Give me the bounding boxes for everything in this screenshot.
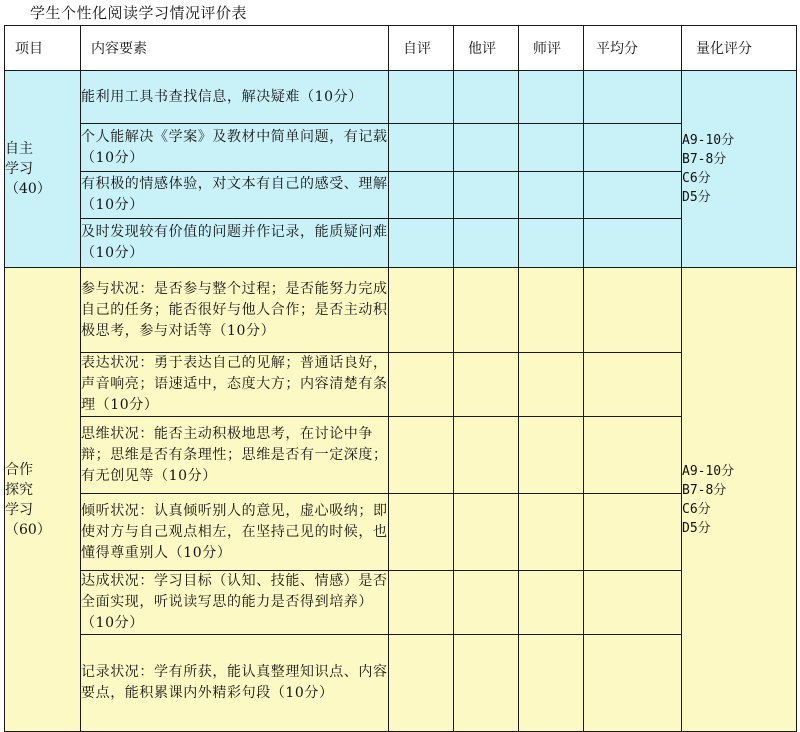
group-cooperative-learning [5, 268, 81, 732]
peer-score-cell[interactable] [454, 571, 519, 635]
criterion-text: 倾听状况：认真倾听别人的意见，虚心吸纳；即使对方与自己观点相左，在坚持己见的时候，也懂得尊重别人（10分） [81, 494, 389, 571]
header-average: 平均分 [584, 26, 682, 71]
criterion-text: 及时发现较有价值的问题并作记录，能质疑问难（10分） [81, 219, 389, 268]
average-score-cell[interactable] [584, 172, 682, 219]
peer-score-cell[interactable] [454, 635, 519, 732]
average-score-cell[interactable] [584, 219, 682, 268]
criterion-text: 有积极的情感体验，对文本有自己的感受、理解（10分） [81, 172, 389, 219]
peer-score-cell[interactable] [454, 417, 519, 494]
criterion-text: 个人能解决《学案》及教材中简单问题，有记载（10分） [81, 124, 389, 172]
grade-b: B7-8分 [682, 482, 727, 498]
grade-a: A9-10分 [682, 463, 735, 479]
teacher-score-cell[interactable] [519, 124, 584, 172]
group-name-line: 学习 [5, 161, 33, 177]
table-row [5, 353, 797, 417]
quant-scale [682, 71, 797, 268]
self-score-cell[interactable] [389, 124, 454, 172]
grade-d: D5分 [682, 520, 711, 536]
group-autonomous-learning [5, 71, 81, 268]
teacher-score-cell[interactable] [519, 417, 584, 494]
criterion-text: 表达状况：勇于表达自己的见解；普通话良好，声音响亮；语速适中，态度大方；内容清楚有条理（10分） [81, 353, 389, 417]
self-score-cell[interactable] [389, 268, 454, 353]
peer-score-cell[interactable] [454, 268, 519, 353]
teacher-score-cell[interactable] [519, 494, 584, 571]
average-score-cell[interactable] [584, 124, 682, 172]
peer-score-cell[interactable] [454, 494, 519, 571]
group-weight: （40） [5, 181, 51, 197]
grade-d: D5分 [682, 190, 711, 205]
table-row [5, 219, 797, 268]
table-row [5, 172, 797, 219]
teacher-score-cell[interactable] [519, 219, 584, 268]
header-row [5, 26, 797, 71]
header-teacher-score: 师评 [519, 26, 584, 71]
header-peer-score: 他评 [454, 26, 519, 71]
teacher-score-cell[interactable] [519, 353, 584, 417]
average-score-cell[interactable] [584, 71, 682, 124]
table-row [5, 494, 797, 571]
group-name-line: 学习 [5, 501, 33, 518]
table-row [5, 417, 797, 494]
peer-score-cell[interactable] [454, 172, 519, 219]
average-score-cell[interactable] [584, 268, 682, 353]
table-row [5, 571, 797, 635]
teacher-score-cell[interactable] [519, 571, 584, 635]
self-score-cell[interactable] [389, 219, 454, 268]
criterion-text: 能利用工具书查找信息，解决疑难（10分） [81, 71, 389, 124]
self-score-cell[interactable] [389, 172, 454, 219]
teacher-score-cell[interactable] [519, 635, 584, 732]
criterion-text: 记录状况：学有所获，能认真整理知识点、内容要点，能积累课内外精彩句段（10分） [81, 635, 389, 732]
grade-b: B7-8分 [682, 152, 727, 167]
teacher-score-cell[interactable] [519, 172, 584, 219]
table-row [5, 71, 797, 124]
header-project: 项目 [5, 26, 81, 71]
self-score-cell[interactable] [389, 71, 454, 124]
document-title: 学生个性化阅读学习情况评价表 [30, 4, 248, 22]
group-name-line: 探究 [5, 481, 33, 498]
header-content: 内容要素 [81, 26, 389, 71]
self-score-cell[interactable] [389, 494, 454, 571]
table-row [5, 124, 797, 172]
table-row [5, 635, 797, 732]
criterion-text: 思维状况：能否主动积极地思考，在讨论中争辩；思维是否有条理性；思维是否有一定深度；有无创见等（10分） [81, 417, 389, 494]
group-weight: （60） [5, 521, 51, 538]
average-score-cell[interactable] [584, 417, 682, 494]
evaluation-table [4, 25, 797, 732]
grade-c: C6分 [682, 501, 711, 517]
grade-a: A9-10分 [682, 133, 735, 148]
group-name-line: 自主 [5, 141, 33, 157]
peer-score-cell[interactable] [454, 219, 519, 268]
self-score-cell[interactable] [389, 417, 454, 494]
average-score-cell[interactable] [584, 571, 682, 635]
average-score-cell[interactable] [584, 494, 682, 571]
table-row [5, 268, 797, 353]
self-score-cell[interactable] [389, 571, 454, 635]
criterion-text: 达成状况：学习目标（认知、技能、情感）是否全面实现，听说读写思的能力是否得到培养）（10分） [81, 571, 389, 635]
peer-score-cell[interactable] [454, 71, 519, 124]
criterion-text: 参与状况：是否参与整个过程；是否能努力完成自己的任务；能否很好与他人合作；是否主动积极思考，参与对话等（10分） [81, 268, 389, 353]
peer-score-cell[interactable] [454, 353, 519, 417]
peer-score-cell[interactable] [454, 124, 519, 172]
quant-scale [682, 268, 797, 732]
grade-c: C6分 [682, 171, 711, 186]
teacher-score-cell[interactable] [519, 268, 584, 353]
self-score-cell[interactable] [389, 635, 454, 732]
header-quant: 量化评分 [682, 26, 797, 71]
group-name-line: 合作 [5, 461, 33, 478]
average-score-cell[interactable] [584, 353, 682, 417]
teacher-score-cell[interactable] [519, 71, 584, 124]
self-score-cell[interactable] [389, 353, 454, 417]
average-score-cell[interactable] [584, 635, 682, 732]
header-self-score: 自评 [389, 26, 454, 71]
